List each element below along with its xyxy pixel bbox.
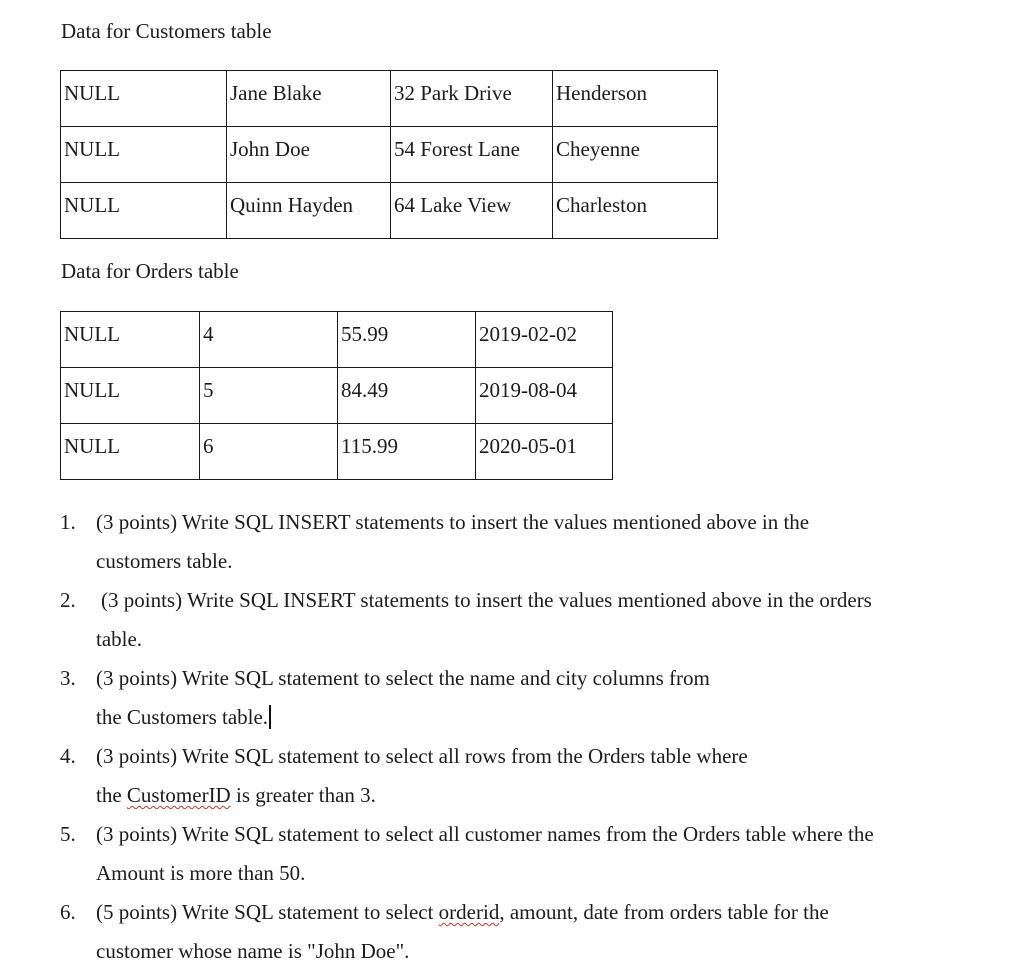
question-number: 5. — [60, 822, 76, 846]
table-row — [61, 368, 613, 424]
question-text-line: customers table. — [96, 549, 233, 573]
orders-heading: Data for Orders table — [61, 259, 239, 283]
table-cell: 2020-05-01 — [476, 424, 613, 480]
table-cell: John Doe — [227, 127, 391, 183]
question-text-line: Amount is more than 50. — [96, 861, 306, 885]
table-cell: 6 — [200, 424, 338, 480]
question-number: 4. — [60, 744, 76, 768]
question-item — [60, 815, 960, 893]
question-item — [60, 581, 960, 659]
question-text-segment: the — [96, 783, 127, 807]
question-text-line: table. — [96, 627, 143, 651]
spellcheck-flagged-word[interactable]: CustomerID — [126, 783, 231, 807]
customers-data-table — [60, 70, 718, 239]
question-text-segment: the Customers table. — [96, 705, 269, 729]
text-cursor — [269, 705, 271, 729]
question-text-segment: is greater than 3. — [230, 783, 376, 807]
table-cell: 2019-02-02 — [476, 312, 613, 368]
table-cell: Charleston — [553, 183, 718, 239]
table-cell: NULL — [61, 183, 227, 239]
table-row — [61, 424, 613, 480]
customers-heading: Data for Customers table — [61, 19, 272, 43]
question-item — [60, 503, 960, 581]
table-cell: 5 — [200, 368, 338, 424]
question-text-line — [96, 776, 960, 815]
table-cell: 54 Forest Lane — [391, 127, 553, 183]
question-text-line — [96, 698, 960, 737]
table-cell: 2019-08-04 — [476, 368, 613, 424]
table-row — [61, 183, 718, 239]
question-text-line: (3 points) Write SQL statement to select all customer names from the Orders table where the — [96, 822, 874, 846]
question-text-line: customer whose name is "John Doe". — [96, 939, 410, 963]
question-number: 3. — [60, 666, 76, 690]
table-cell: 4 — [200, 312, 338, 368]
questions-list — [60, 503, 960, 971]
question-text-line: (3 points) Write SQL statement to select all rows from the Orders table where — [96, 744, 748, 768]
table-row — [61, 312, 613, 368]
table-cell: NULL — [61, 368, 200, 424]
table-row — [61, 127, 718, 183]
question-text-line: (3 points) Write SQL INSERT statements to insert the values mentioned above in the orders — [101, 588, 872, 612]
table-cell: Jane Blake — [227, 71, 391, 127]
table-row — [61, 71, 718, 127]
table-cell: 84.49 — [338, 368, 476, 424]
orders-data-table — [60, 311, 613, 480]
question-text-line: (3 points) Write SQL statement to select the name and city columns from — [96, 666, 710, 690]
question-item — [60, 659, 960, 737]
table-cell: NULL — [61, 424, 200, 480]
table-cell: 32 Park Drive — [391, 71, 553, 127]
table-cell: NULL — [61, 71, 227, 127]
table-cell: 115.99 — [338, 424, 476, 480]
question-item — [60, 737, 960, 815]
table-cell: Quinn Hayden — [227, 183, 391, 239]
question-number: 6. — [60, 900, 76, 924]
question-number: 2. — [60, 588, 76, 612]
table-cell: Cheyenne — [553, 127, 718, 183]
table-cell: NULL — [61, 312, 200, 368]
question-text-line: (3 points) Write SQL INSERT statements to insert the values mentioned above in the — [96, 510, 810, 534]
question-number: 1. — [60, 510, 76, 534]
question-text-segment: (5 points) Write SQL statement to select — [96, 900, 439, 924]
spellcheck-flagged-word[interactable]: orderid — [438, 900, 500, 924]
question-item — [60, 893, 960, 971]
question-text-segment: , amount, date from orders table for the — [499, 900, 829, 924]
table-cell: NULL — [61, 127, 227, 183]
table-cell: 64 Lake View — [391, 183, 553, 239]
table-cell: 55.99 — [338, 312, 476, 368]
table-cell: Henderson — [553, 71, 718, 127]
question-text-line — [96, 893, 960, 932]
